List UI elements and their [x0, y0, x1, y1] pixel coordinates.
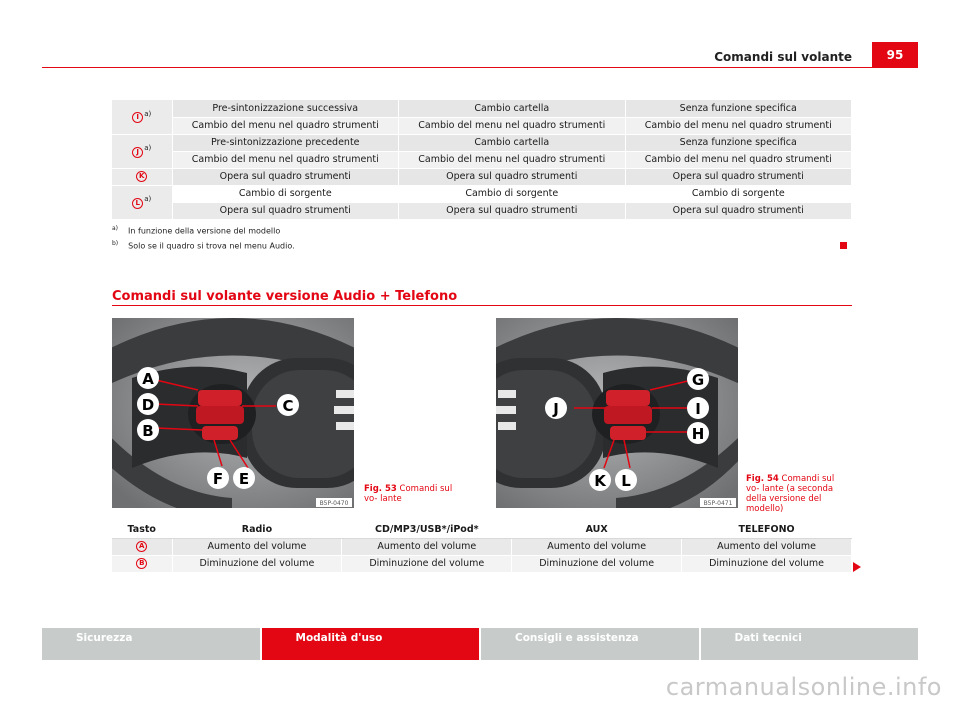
table-row — [112, 168, 852, 185]
header-rule — [42, 67, 918, 68]
table-cell: Diminuzione del volume — [512, 555, 682, 572]
table-cell: Pre-sintonizzazione precedente — [172, 134, 399, 151]
steering-wheel-figure-54 — [496, 318, 738, 508]
section-rule — [112, 305, 852, 306]
table-row — [112, 538, 852, 555]
column-header: AUX — [512, 521, 682, 538]
table-cell: Cambio di sorgente — [172, 185, 399, 202]
callout-label: B — [142, 422, 154, 440]
table-cell: Cambio del menu nel quadro strumenti — [172, 151, 399, 168]
table-cell: Opera sul quadro strumenti — [172, 202, 399, 219]
table-cell: Senza funzione specifica — [625, 134, 852, 151]
table-row — [112, 555, 852, 572]
table-row — [112, 100, 852, 117]
table-row — [112, 151, 852, 168]
figure-caption: Fig. 54 Comandi sul vo- lante (a seconda della versione del modello) — [746, 474, 835, 514]
page-number: 95 — [872, 42, 918, 68]
footnote: $^{b)}$ Solo se il quadro si trova nel menu Audio. — [112, 240, 295, 251]
callout-label: I — [695, 400, 701, 418]
key-badge: B — [136, 558, 147, 569]
callout-label: A — [142, 370, 154, 388]
controls-table-continued — [112, 100, 852, 220]
section-end-marker — [840, 242, 847, 249]
callout-label: J — [553, 400, 559, 418]
callout-label: C — [282, 397, 294, 415]
table-cell: Cambio del menu nel quadro strumenti — [172, 117, 399, 134]
footer-nav — [42, 628, 918, 660]
table-cell: Cambio cartella — [399, 134, 626, 151]
footer-tab-dati-tecnici[interactable]: Dati tecnici — [701, 628, 919, 660]
key-badge: J — [132, 147, 143, 158]
column-header: CD/MP3/USB*/iPod* — [342, 521, 512, 538]
table-cell: Opera sul quadro strumenti — [172, 168, 399, 185]
footer-tab-sicurezza[interactable]: Sicurezza — [42, 628, 260, 660]
callout-label: L — [621, 472, 631, 490]
table-cell: Aumento del volume — [172, 538, 342, 555]
table-cell: Cambio del menu nel quadro strumenti — [399, 117, 626, 134]
table-cell: Cambio di sorgente — [399, 185, 626, 202]
table-cell: Aumento del volume — [342, 538, 512, 555]
table-cell: Cambio cartella — [399, 100, 626, 117]
key-cell — [112, 538, 172, 555]
section-title: Comandi sul volante versione Audio + Telefono — [112, 289, 458, 304]
column-header: TELEFONO — [682, 521, 852, 538]
figure-caption: Fig. 53 Comandi sul vo- lante — [364, 484, 453, 504]
table-cell: Opera sul quadro strumenti — [625, 168, 852, 185]
table-row — [112, 117, 852, 134]
callout-label: F — [212, 470, 224, 488]
table-cell: Aumento del volume — [682, 538, 852, 555]
callout-label: K — [594, 472, 606, 490]
callout-label: D — [141, 396, 155, 414]
callout-label: G — [691, 371, 705, 389]
table-cell: Cambio del menu nel quadro strumenti — [399, 151, 626, 168]
steering-wheel-figure-53 — [112, 318, 354, 508]
callout-label: H — [691, 425, 705, 443]
key-cell: L $^{a)}$ — [112, 185, 172, 219]
column-header: Radio — [172, 521, 342, 538]
column-header: Tasto — [112, 521, 172, 538]
table-cell: Diminuzione del volume — [342, 555, 512, 572]
footnote: $^{a)}$ In funzione della versione del modello — [112, 225, 281, 236]
table-cell: Pre-sintonizzazione successiva — [172, 100, 399, 117]
table-cell: Diminuzione del volume — [172, 555, 342, 572]
table-cell: Opera sul quadro strumenti — [399, 202, 626, 219]
continue-arrow-icon — [853, 562, 861, 572]
watermark: carmanualsonline.info — [665, 673, 942, 701]
footer-tab-modalita-uso[interactable]: Modalità d'uso — [262, 628, 480, 660]
steering-wheel-right-illustration — [496, 318, 738, 508]
key-badge: L — [132, 198, 143, 209]
figure-code: B5P-0470 — [319, 500, 349, 507]
table-cell: Cambio di sorgente — [625, 185, 852, 202]
key-cell: I $^{a)}$ — [112, 100, 172, 134]
table-cell: Cambio del menu nel quadro strumenti — [625, 117, 852, 134]
key-cell — [112, 168, 172, 185]
page-header-title: Comandi sul volante — [714, 50, 852, 64]
table-header-row — [112, 521, 852, 538]
key-badge: I — [132, 112, 143, 123]
figure-code: B5P-0471 — [703, 500, 733, 507]
audio-phone-controls-table — [112, 521, 852, 573]
table-row — [112, 134, 852, 151]
footer-tab-consigli-assistenza[interactable]: Consigli e assistenza — [481, 628, 699, 660]
table-cell: Opera sul quadro strumenti — [399, 168, 626, 185]
callout-label: E — [238, 470, 250, 488]
table-row — [112, 185, 852, 202]
key-badge: A — [136, 541, 147, 552]
table-cell: Aumento del volume — [512, 538, 682, 555]
key-cell: J $^{a)}$ — [112, 134, 172, 168]
steering-wheel-left-illustration — [112, 318, 354, 508]
table-cell: Cambio del menu nel quadro strumenti — [625, 151, 852, 168]
table-cell: Diminuzione del volume — [682, 555, 852, 572]
key-badge: K — [136, 171, 147, 182]
table-cell: Senza funzione specifica — [625, 100, 852, 117]
table-cell: Opera sul quadro strumenti — [625, 202, 852, 219]
table-row — [112, 202, 852, 219]
key-cell — [112, 555, 172, 572]
